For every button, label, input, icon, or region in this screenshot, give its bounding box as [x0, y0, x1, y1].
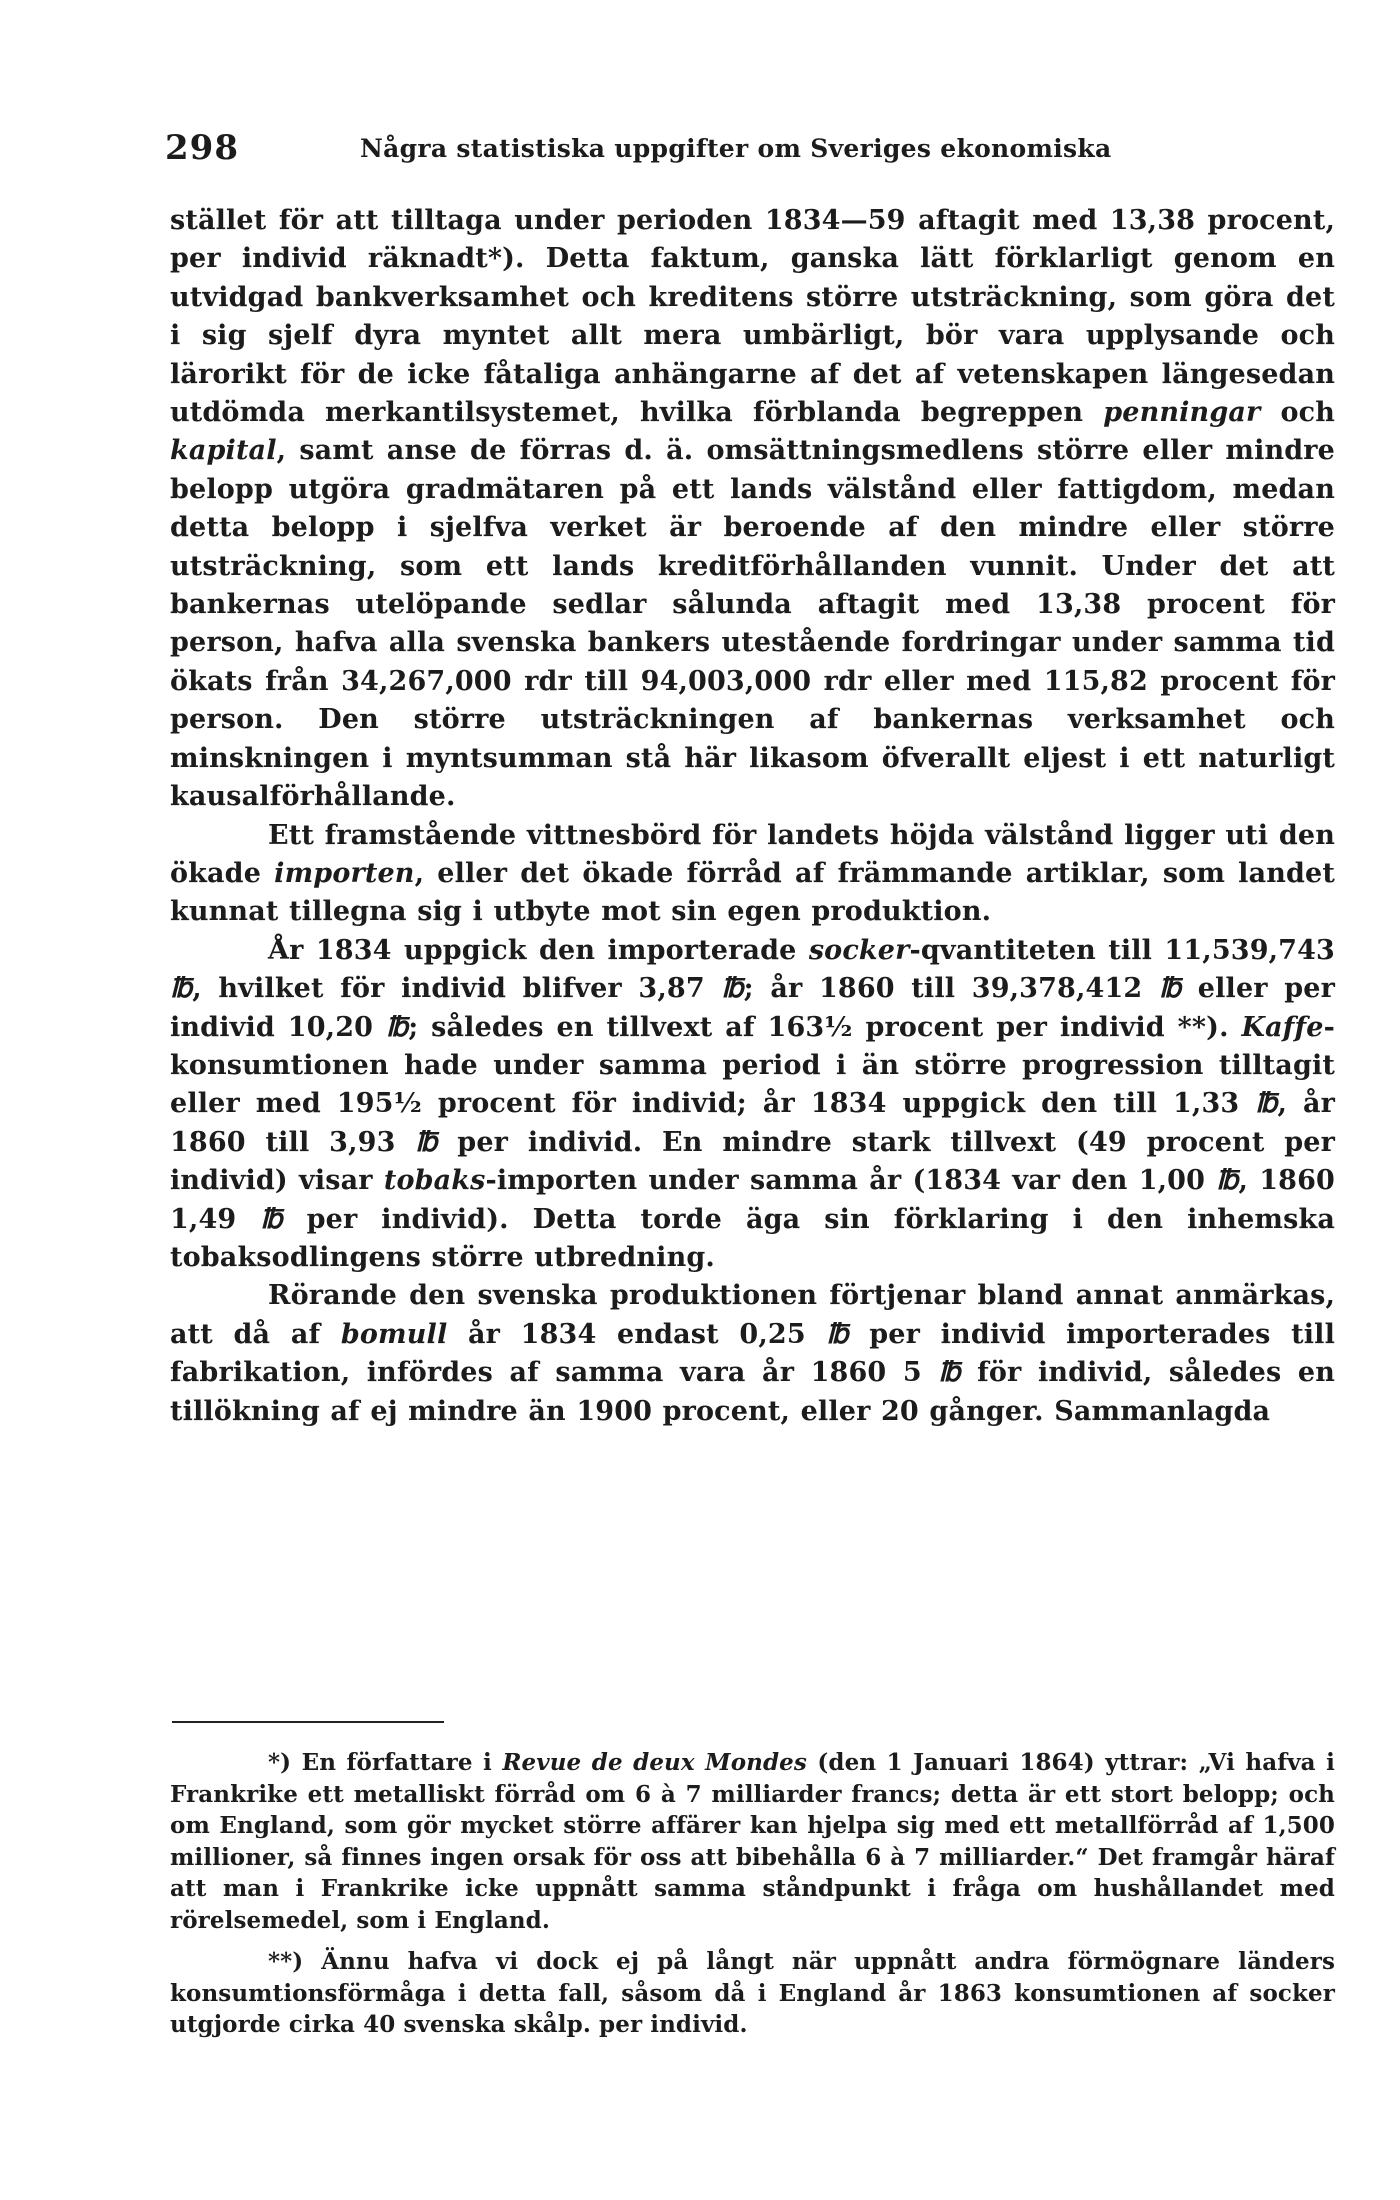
paragraph-4	[170, 1277, 1335, 1431]
italic-term: tobaks	[383, 1165, 486, 1197]
italic-title: Revue de deux Mondes	[502, 1749, 807, 1776]
text-run: Rörande den svenska produktionen förtjenar bland annat anmärkas, att då af	[170, 1280, 1335, 1350]
pound-symbol: ℔	[1255, 1088, 1278, 1120]
pound-symbol: ℔	[1158, 973, 1182, 1005]
text-run: -qvantiteten till 11,539,743	[909, 934, 1335, 966]
paragraph-3	[170, 932, 1335, 1278]
text-run: per individ importerades till fabrikation, infördes af samma vara år 1860 5	[170, 1318, 1335, 1389]
text-run: -konsumtionen hade under samma period i än större progression tilltagit eller med 195½ procent för individ; år 1834 uppgick den till 1,33	[170, 1011, 1335, 1120]
text-run: , eller det ökade förråd af främmande artiklar, som landet kunnat tillegna sig i utbyte mot sin egen produktion.	[170, 857, 1335, 928]
footnote-2	[170, 1946, 1335, 2041]
text-run: (den 1 Januari 1864) yttrar: „Vi hafva i Frankrike ett metalliskt förråd om 6 à 7 milliarder francs; detta är ett stort belopp; och om England, som gör mycket större affärer kan hjelpa sig med ett metallförråd af 1,500 millioner, så finnes ingen orsak för oss att bibehålla 6 à 7 milliarder.“ Det framgår häraf att man i Frankrike icke uppnått samma ståndpunkt i fråga om hushållandet med rörelsemedel, som i England.	[170, 1749, 1335, 1934]
pound-symbol: ℔	[415, 1126, 438, 1158]
paragraph-2	[170, 817, 1335, 932]
footnote-divider	[172, 1721, 444, 1723]
text-run: *) En författare i	[268, 1749, 503, 1776]
pound-symbol: ℔	[721, 973, 744, 1005]
text-run: per individ). Detta torde äga sin förklaring i den inhemska tobaksodlingens större utbredning.	[170, 1203, 1335, 1273]
text-run: År 1834 uppgick den importerade	[268, 934, 809, 966]
pound-symbol: ℔	[826, 1318, 849, 1350]
italic-term: kapital	[170, 435, 277, 467]
pound-symbol: ℔	[938, 1357, 961, 1389]
pound-symbol: ℔	[170, 973, 193, 1005]
running-title: Några statistiska uppgifter om Sveriges ekonomiska	[360, 134, 1112, 163]
text-run: per individ. En mindre stark tillvext (49 procent per individ) visar	[170, 1126, 1335, 1197]
text-run: Ett framstående vittnesbörd för landets höjda välstånd ligger uti den ökade	[170, 819, 1335, 889]
italic-term: importen	[274, 857, 415, 889]
footnotes	[170, 1747, 1335, 2051]
text-run: , samt anse de förras d. ä. omsättningsmedlens större eller mindre belopp utgöra gradmätaren på ett lands välstånd eller fattigdom, medan detta belopp i sjelfva verket är beroende af den mindre eller större utsträckning, som ett lands kreditförhållanden vunnit. Under det att bankernas utelöpande sedlar sålunda aftagit med 13,38 procent för person, hafva alla svenska bankers utestående fordringar under samma tid ökats från 34,267,000 rdr till 94,003,000 rdr eller med 115,82 procent för person. Den större utsträckningen af bankernas verksamhet och minskningen i myntsumman stå här likasom öfverallt eljest i ett naturligt kausalförhållande.	[170, 435, 1335, 813]
pound-symbol: ℔	[385, 1011, 409, 1043]
main-text	[170, 202, 1335, 1431]
pound-symbol: ℔	[1216, 1165, 1239, 1197]
page-number: 298	[165, 128, 239, 168]
text-run: -importen under samma år (1834 var den 1,00	[485, 1165, 1217, 1197]
italic-term: socker	[808, 934, 910, 966]
italic-term: Kaffe	[1241, 1011, 1324, 1043]
running-head	[165, 128, 1335, 168]
text-run: **) Ännu hafva vi dock ej på långt när uppnått andra förmögnare länders konsumtionsförmåga i detta fall, såsom då i England år 1863 konsumtionen af socker utgjorde cirka 40 svenska skålp. per individ.	[170, 1948, 1335, 2038]
pound-symbol: ℔	[260, 1203, 283, 1235]
text-run: stället för att tilltaga under perioden 1834—59 aftagit med 13,38 procent, per individ räknadt*). Detta faktum, ganska lätt förklarligt genom en utvidgad bankverksamhet och kreditens större utsträckning, som göra det i sig sjelf dyra myntet allt mera umbärligt, bör vara upplysande och lärorikt för de icke fåtaliga anhängarne af det af vetenskapen längesedan utdömda merkantilsystemet, hvilka förblanda begreppen	[170, 205, 1335, 429]
text-run: , år 1860 till 3,93	[170, 1088, 1335, 1158]
text-run: , hvilket för individ blifver 3,87	[192, 973, 722, 1005]
text-run: och	[1260, 397, 1335, 429]
text-run: år 1834 endast 0,25	[447, 1318, 827, 1350]
paragraph-1	[170, 202, 1335, 817]
italic-term: penningar	[1103, 397, 1261, 429]
footnote-1	[170, 1747, 1335, 1936]
italic-term: bomull	[340, 1318, 448, 1350]
text-run: eller per individ 10,20	[170, 973, 1335, 1043]
text-run: , 1860 1,49	[170, 1165, 1335, 1235]
text-run: ; således en tillvext af 163½ procent per individ **).	[408, 1011, 1242, 1043]
text-run: ; år 1860 till 39,378,412	[743, 973, 1159, 1005]
text-run: för individ, således en tillökning af ej mindre än 1900 procent, eller 20 gånger. Sammanlagda	[170, 1357, 1335, 1427]
